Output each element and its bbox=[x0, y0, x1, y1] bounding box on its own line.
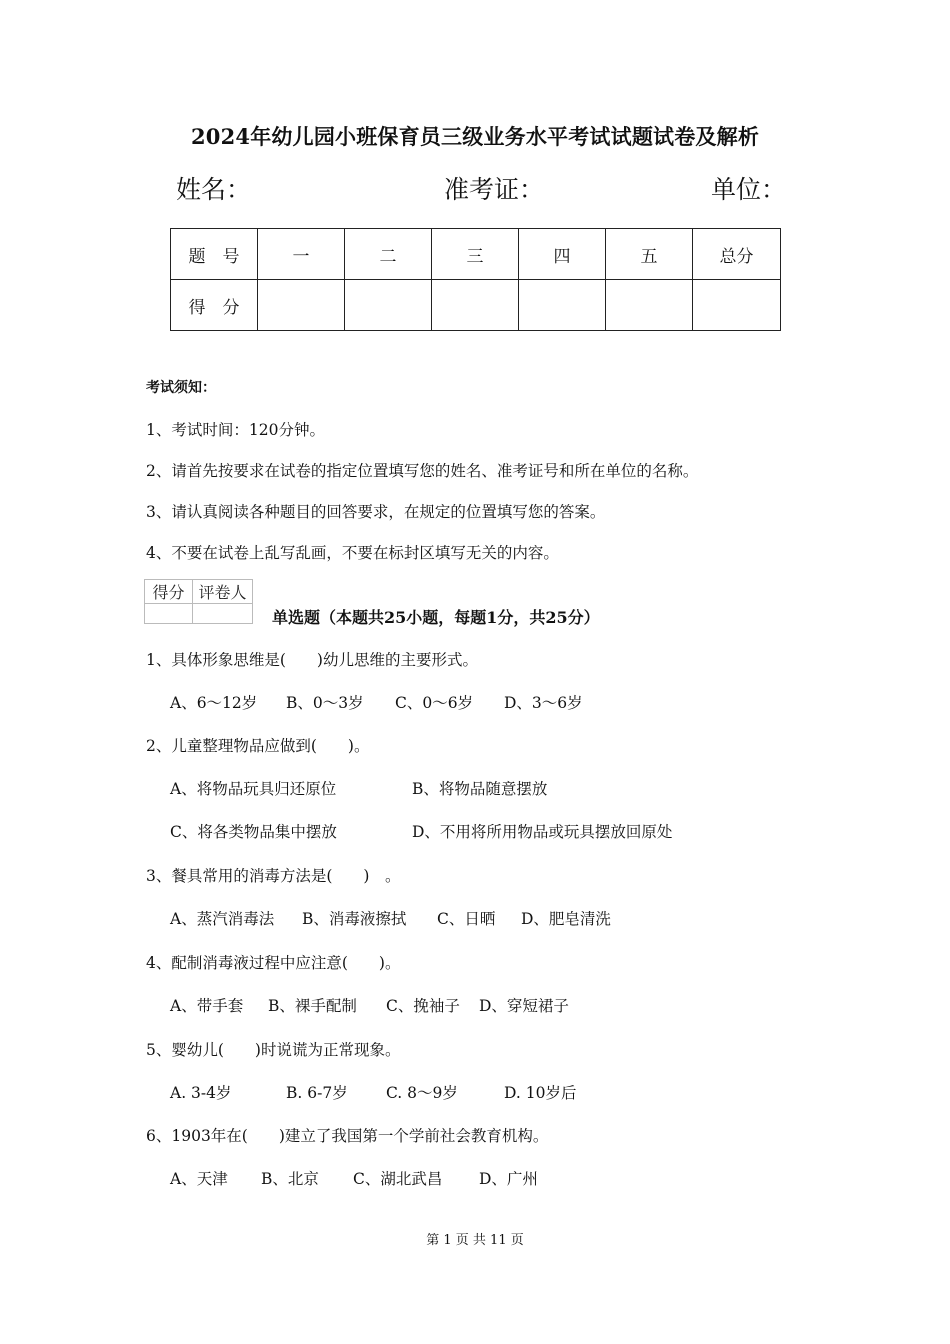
name-field-label: 姓名： bbox=[176, 175, 252, 204]
grader-name-cell[interactable] bbox=[193, 604, 253, 624]
score-cell[interactable] bbox=[432, 280, 519, 331]
score-table bbox=[170, 228, 781, 331]
score-table-header-row bbox=[171, 229, 781, 280]
answer-option[interactable]: D. 10岁后 bbox=[504, 1084, 577, 1102]
score-cell[interactable] bbox=[345, 280, 432, 331]
answer-option[interactable]: A、带手套 bbox=[170, 997, 244, 1015]
answer-option[interactable]: D、肥皂清洗 bbox=[521, 910, 611, 928]
answer-option[interactable]: B、消毒液擦拭 bbox=[302, 910, 407, 928]
answer-option[interactable]: A、6～12岁 bbox=[170, 694, 258, 712]
answer-option[interactable]: B、将物品随意摆放 bbox=[412, 780, 548, 798]
score-table-header-cell: 五 bbox=[606, 229, 693, 280]
answer-option[interactable]: C. 8～9岁 bbox=[386, 1084, 458, 1102]
notice-item: 3、请认真阅读各种题目的回答要求，在规定的位置填写您的答案。 bbox=[146, 503, 606, 521]
score-table-header-cell: 题 号 bbox=[171, 229, 258, 280]
score-table-header-cell: 一 bbox=[258, 229, 345, 280]
answer-option[interactable]: B、0～3岁 bbox=[286, 694, 364, 712]
exam-number-field-label: 准考证： bbox=[444, 175, 545, 204]
notice-item: 4、不要在试卷上乱写乱画，不要在标封区填写无关的内容。 bbox=[146, 544, 559, 562]
question-text: 4、配制消毒液过程中应注意( )。 bbox=[146, 954, 401, 972]
score-table-header-cell: 三 bbox=[432, 229, 519, 280]
answer-option[interactable]: D、3～6岁 bbox=[504, 694, 583, 712]
unit-field-label: 单位： bbox=[711, 175, 787, 204]
question-text: 5、婴幼儿( )时说谎为正常现象。 bbox=[146, 1041, 401, 1059]
answer-option[interactable]: C、湖北武昌 bbox=[353, 1170, 443, 1188]
grader-score-cell[interactable] bbox=[145, 604, 193, 624]
notice-item: 1、考试时间：120分钟。 bbox=[146, 421, 325, 439]
answer-option[interactable]: B. 6-7岁 bbox=[286, 1084, 348, 1102]
answer-option[interactable]: A. 3-4岁 bbox=[170, 1084, 232, 1102]
notice-title: 考试须知： bbox=[146, 380, 216, 396]
answer-option[interactable]: D、不用将所用物品或玩具摆放回原处 bbox=[412, 823, 673, 841]
answer-option[interactable]: D、广州 bbox=[479, 1170, 538, 1188]
answer-option[interactable]: B、裸手配制 bbox=[268, 997, 357, 1015]
answer-option[interactable]: C、挽袖子 bbox=[386, 997, 460, 1015]
score-row-label: 得 分 bbox=[171, 280, 258, 331]
grader-score-label: 得分 bbox=[145, 580, 193, 604]
question-text: 1、具体形象思维是( )幼儿思维的主要形式。 bbox=[146, 651, 478, 669]
answer-option[interactable]: A、天津 bbox=[170, 1170, 228, 1188]
section-title: 单选题（本题共25小题，每题1分，共25分） bbox=[272, 608, 600, 627]
answer-option[interactable]: C、0～6岁 bbox=[395, 694, 474, 712]
question-text: 6、1903年在( )建立了我国第一个学前社会教育机构。 bbox=[146, 1127, 549, 1145]
answer-option[interactable]: A、蒸汽消毒法 bbox=[170, 910, 275, 928]
score-cell[interactable] bbox=[606, 280, 693, 331]
grader-name-label: 评卷人 bbox=[193, 580, 253, 604]
score-cell[interactable] bbox=[258, 280, 345, 331]
question-text: 3、餐具常用的消毒方法是( ) 。 bbox=[146, 867, 401, 885]
answer-option[interactable]: C、将各类物品集中摆放 bbox=[170, 823, 337, 841]
answer-option[interactable]: C、日晒 bbox=[437, 910, 496, 928]
answer-option[interactable]: A、将物品玩具归还原位 bbox=[170, 780, 337, 798]
grader-box bbox=[144, 579, 253, 624]
answer-option[interactable]: D、穿短裙子 bbox=[479, 997, 569, 1015]
score-cell[interactable] bbox=[519, 280, 606, 331]
page-footer: 第 1 页 共 11 页 bbox=[426, 1233, 524, 1248]
answer-option[interactable]: B、北京 bbox=[261, 1170, 319, 1188]
score-table-header-cell: 总分 bbox=[693, 229, 781, 280]
score-table-header-cell: 四 bbox=[519, 229, 606, 280]
score-table-header-cell: 二 bbox=[345, 229, 432, 280]
score-cell[interactable] bbox=[693, 280, 781, 331]
question-text: 2、儿童整理物品应做到( )。 bbox=[146, 737, 370, 755]
notice-item: 2、请首先按要求在试卷的指定位置填写您的姓名、准考证号和所在单位的名称。 bbox=[146, 462, 699, 480]
exam-title: 2024年幼儿园小班保育员三级业务水平考试试题试卷及解析 bbox=[190, 124, 760, 149]
score-table-score-row bbox=[171, 280, 781, 331]
